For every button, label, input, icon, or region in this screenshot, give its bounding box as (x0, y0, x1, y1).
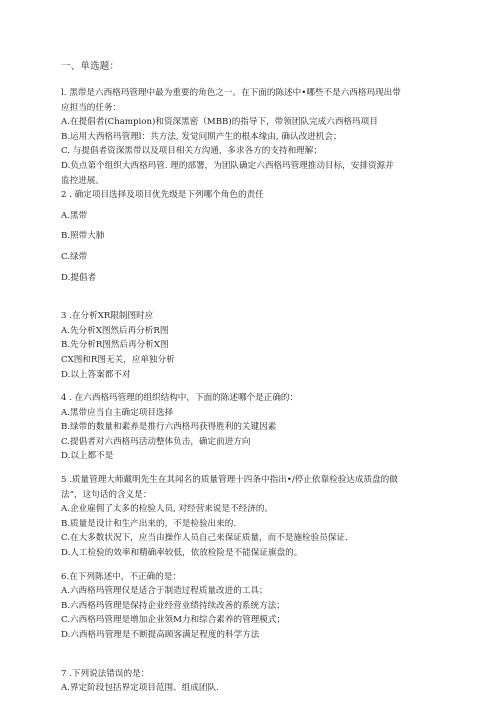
option-a: A.先分析X图然后再分析R图 (61, 325, 169, 336)
question-stem: 5 .质量管理大师戴明先生在其闻名的质量管理十四条中指出•/停止依靠检验达成质盘的做法“，这句话的含义是： (61, 475, 398, 500)
section-title: 一、单选题： (61, 61, 120, 72)
option-b: B.照带大肺 (61, 231, 105, 242)
question-6 (61, 570, 401, 643)
option-d: D.以上答案都不对 (61, 369, 131, 380)
question-3 (61, 309, 401, 382)
option-c: CX图和R图无关，应单独分析 (61, 354, 175, 365)
question-stem: 4 . 在六西格玛管理的组织结构中，下面的陈述哪个是正确的： (61, 393, 299, 404)
question-7 (61, 667, 401, 696)
question-stem: 7 .下列说法错误的是： (61, 668, 150, 679)
option-c: C.六西格玛管理是增加企业领M力和综合素养的管理模式； (61, 615, 286, 626)
option-a: A.黑带 (61, 210, 88, 221)
option-d: D.六西格玛管理是不断提高顾客满足程度的科学方法 (61, 630, 260, 640)
option-d: D.以上都不是 (61, 451, 114, 462)
question-stem: 3 .在分析XR限制图时应 (61, 311, 154, 322)
option-c: C.提倡者对六西格玛活动整体负击，确定前进方向 (61, 436, 251, 447)
option-b: B.六西格玛管理是保持企业经营业绩持续改善的系统方法； (61, 600, 285, 611)
option-d: D.提倡者 (61, 272, 97, 283)
option-b: B.运用大西格玛管理l：共方法, 发觉问期产生的根本缘由, 确认改进机会； (61, 131, 342, 142)
option-a: A.黑带应当自主确定项目选择 (61, 407, 174, 418)
option-a: A.界定阶段包括界定项目范围、组成团队. (61, 683, 219, 694)
option-a: A.在提倡者(Champion)和资深黑密（MBB)的指导下，带领团队完成六西格玛项目 (61, 117, 378, 128)
question-2 (61, 188, 401, 285)
question-list (61, 86, 401, 696)
option-b: B.质量是设计和生产出来的，不是检验出来的. (61, 518, 237, 529)
question-stem: 2 . 确定项目选择及项目优先级是下列哪个角色的责任 (61, 190, 264, 201)
option-c: C.在大多数状况下，应当由操作人员自己来保证质量，而不是施检验员保证. (61, 533, 348, 544)
question-stem: 6.在下列陈述中，不正确的是： (61, 571, 181, 582)
question-1 (61, 86, 401, 188)
option-d: D.负点第个组织大西格玛管. 理的部署，为团队确定六西格玛管理推动目标，安排资源并监控进展。 (61, 160, 394, 186)
question-4 (61, 391, 401, 464)
option-c: C.绿带 (61, 251, 88, 262)
question-stem: l. 黑带是六西格玛管理中最为重要的角色之一。在下面的陈述中•哪些不是六西格玛现出带应担当的任务： (61, 88, 401, 113)
question-5 (61, 473, 401, 561)
option-a: A.六西格玛管理仅是适合于制造过程质量改进的工具； (61, 586, 268, 597)
option-b: B.绿带的数量和素养是推行六西格玛获得胜利的关键因素 (61, 422, 277, 433)
option-b: B.先分析R图然后再分析X图 (61, 340, 169, 351)
option-a: A.企业雇佣了太多的检验人员, 对经营来说是不经济的。 (61, 504, 274, 515)
option-d: D.人工检验的效率和精确率较低，依放检险是不能保证旗盘的。 (61, 548, 303, 559)
option-c: C. 与提倡者资深黑带以及项目相关方沟通，多求各方的支持和理解； (61, 146, 322, 157)
